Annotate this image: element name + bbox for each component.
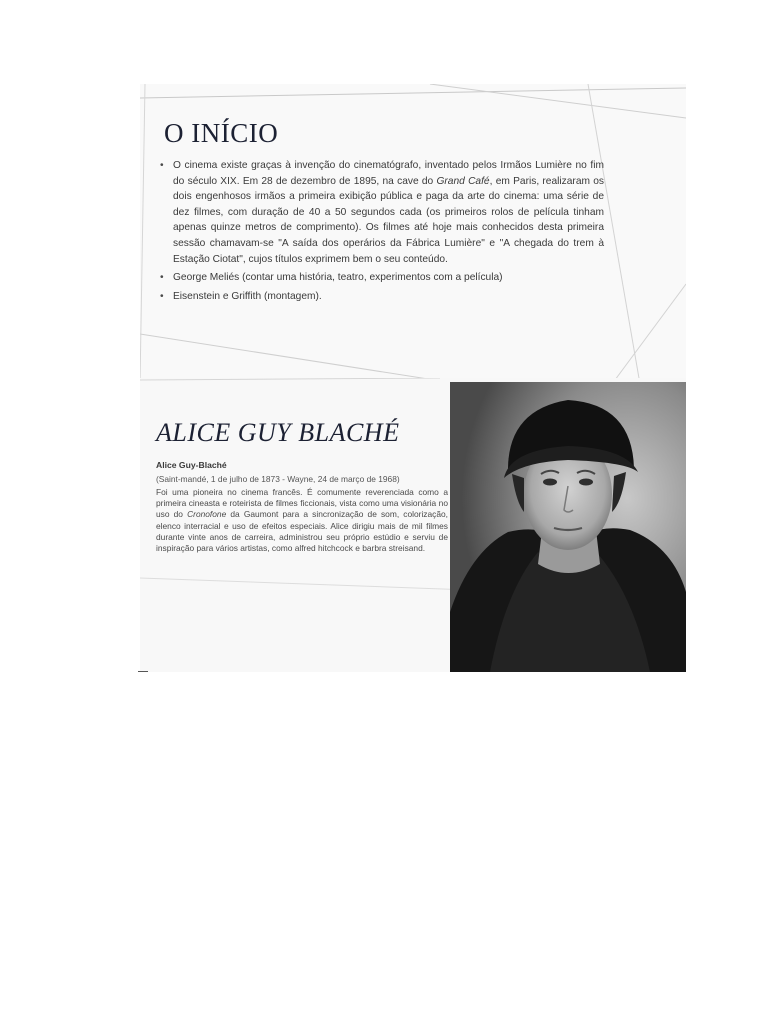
- woman-portrait-photo: [450, 382, 686, 672]
- person-name: Alice Guy-Blaché: [156, 460, 227, 470]
- biography: [156, 460, 448, 554]
- page-divider: [138, 671, 148, 672]
- birth-death-dates: (Saint-mandé, 1 de julho de 1873 - Wayne, 24 de março de 1968): [156, 474, 400, 484]
- bio-text-part1: Foi uma pioneira no cinema francês. É comumente reverenciada como a primeira cineasta e roteirista de filmes ficcionais, vista como uma visionária no uso do: [156, 487, 448, 520]
- bio-text-part2: da Gaumont para a sincronização de som, colorização, elenco interracial e uso de efeitos especiais. Alice dirigiu mais de mil filmes durante vinte anos de carreira, administrou seu próprio estúdio e serviu de inspiração para vários artistas, como alfred hitchcock e barbra streisand.: [156, 509, 448, 554]
- bullet-eisenstein: • Eisenstein e Griffith (montagem).: [160, 289, 604, 305]
- slide-title: ALICE GUY BLACHÉ: [156, 418, 400, 447]
- biography-text: [156, 487, 448, 554]
- slide-o-inicio: [140, 84, 686, 384]
- grand-cafe-emphasis: Grand Café: [436, 175, 490, 187]
- bullet-list: [160, 158, 604, 307]
- bullet-text-part1: O cinema existe graças à invenção do cinematógrafo, inventado pelos Irmãos Lumière no fim do século XIX. Em 28 de dezembro de 1895, na cave do: [173, 160, 604, 187]
- slide-title: O INÍCIO: [164, 118, 279, 148]
- bullet-melies: • George Meliés (contar uma história, teatro, experimentos com a película): [160, 270, 604, 286]
- cronofone-emphasis: Cronofone: [187, 509, 227, 520]
- bullet-text-part2: , em Paris, realizaram os dois engenhosos irmãos a primeira exibição pública e paga da arte do cinema: uma série de dez filmes, com duração de 40 a 50 segundos cada (os primeiros rolos de película tinham apenas quinze metros de comprimento). Os filmes até hoje mais conhecidos desta primeira sessão chamavam-se "A saída dos operários da Fábrica Lumière" e "A chegada do trem à Estação Ciotat", cujos títulos exprimem bem o seu conteúdo.: [173, 175, 604, 265]
- slide-alice-guy: [140, 378, 686, 672]
- bullet-history: [160, 158, 604, 267]
